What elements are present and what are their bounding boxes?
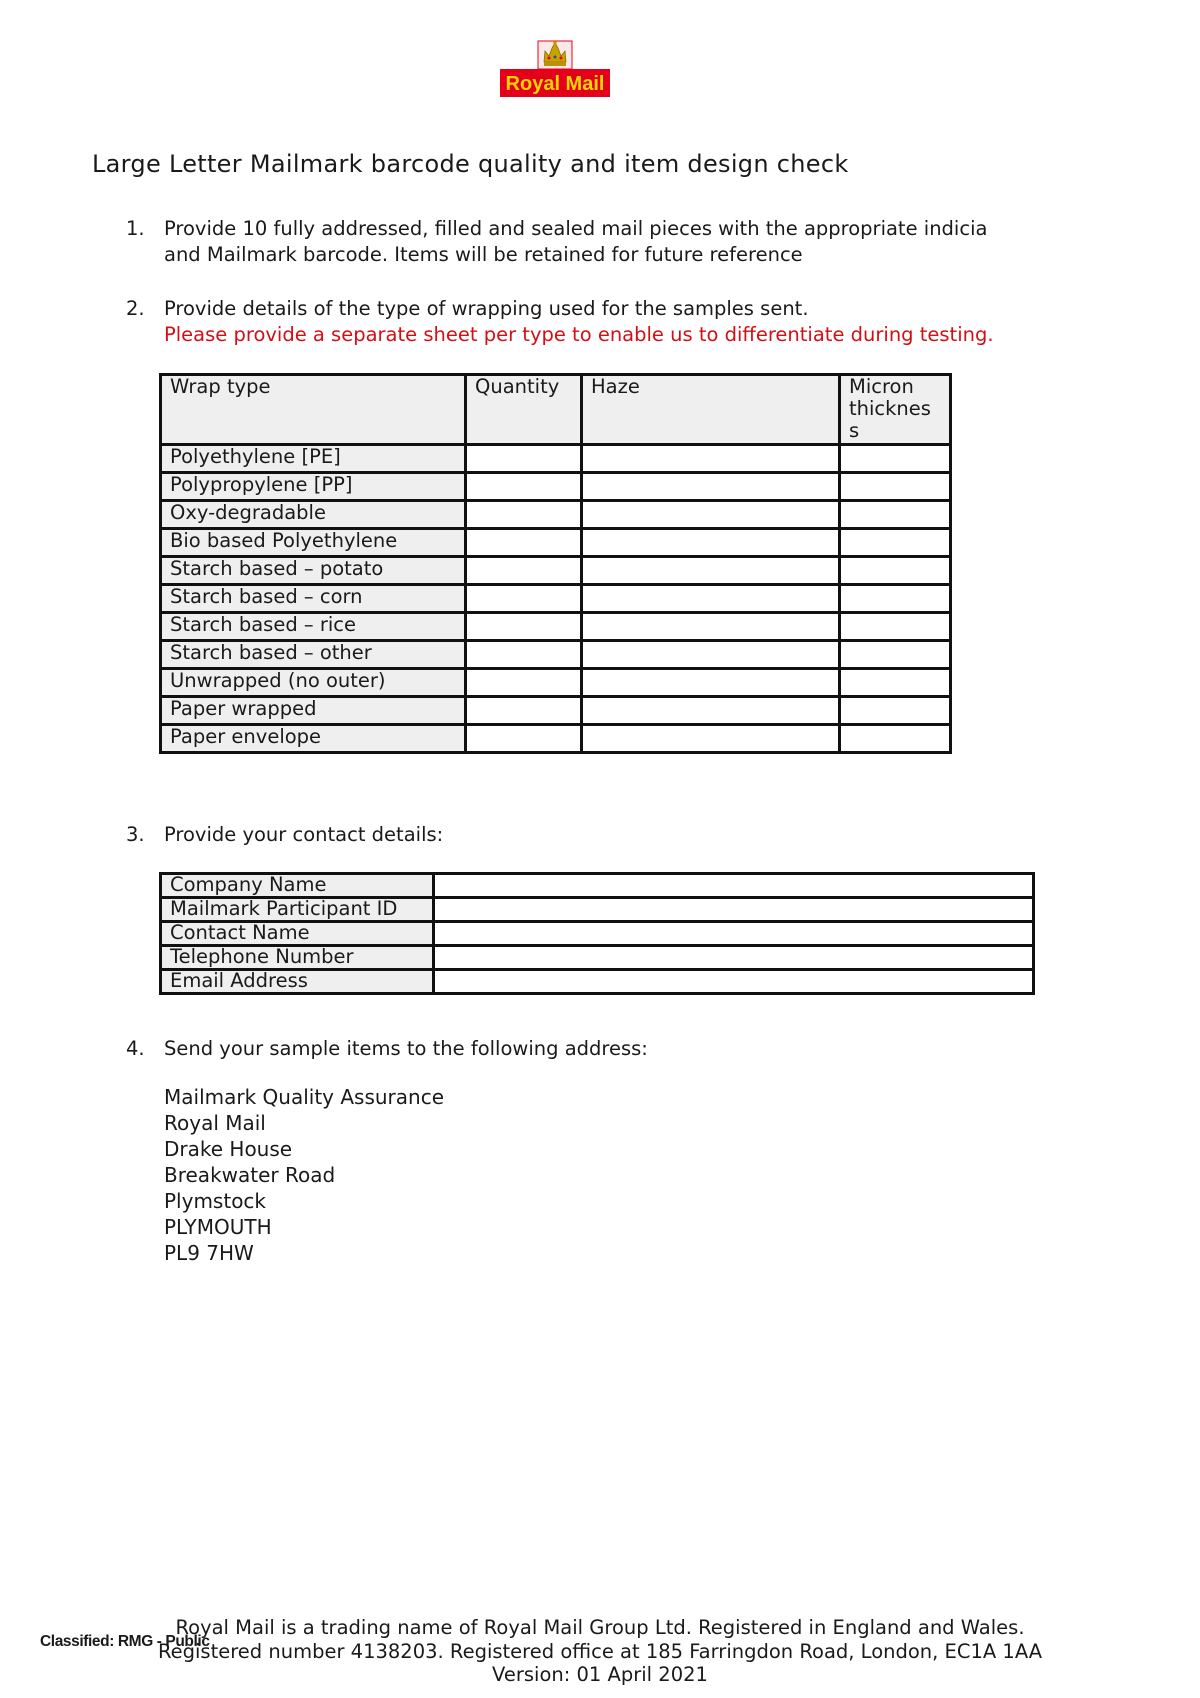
micron-cell[interactable] [840,501,951,529]
haze-cell[interactable] [582,613,840,641]
wrap-type-table [159,373,952,754]
address-line: PL9 7HW [164,1241,254,1265]
wrap-type-label: Starch based – other [161,641,466,669]
step-1-line-2: and Mailmark barcode. Items will be retained for future reference [164,243,803,266]
separate-sheet-notice: Please provide a separate sheet per type to enable us to differentiate during testing. [164,323,994,346]
quantity-cell[interactable] [466,613,582,641]
wrap-type-label: Paper envelope [161,725,466,753]
header-wrap-type: Wrap type [161,375,466,445]
micron-cell[interactable] [840,641,951,669]
contact-name-field[interactable] [434,922,1034,946]
footer [0,1616,1200,1687]
table-row [161,613,951,641]
quantity-cell[interactable] [466,725,582,753]
royal-mail-logo [496,38,614,112]
header-quantity: Quantity [466,375,582,445]
company-name-field[interactable] [434,874,1034,898]
table-row [161,697,951,725]
header-micron-line-3: s [849,419,860,442]
step-number: 3. [126,823,145,846]
table-row [161,970,1034,994]
quantity-cell[interactable] [466,501,582,529]
header-haze: Haze [582,375,840,445]
page-title: Large Letter Mailmark barcode quality and item design check [92,150,849,178]
header-micron-line-1: Micron [849,375,914,398]
table-row [161,898,1034,922]
logo-text: Royal Mail [505,73,605,95]
step-number: 2. [126,297,145,320]
wrap-type-label: Polypropylene [PP] [161,473,466,501]
table-row [161,557,951,585]
quantity-cell[interactable] [466,445,582,473]
contact-label: Telephone Number [161,946,434,970]
address-line: Mailmark Quality Assurance [164,1085,444,1109]
wrap-type-label: Polyethylene [PE] [161,445,466,473]
telephone-number-field[interactable] [434,946,1034,970]
step-text: Provide your contact details: [164,823,444,846]
haze-cell[interactable] [582,641,840,669]
table-row [161,445,951,473]
step-text [164,296,994,348]
haze-cell[interactable] [582,473,840,501]
quantity-cell[interactable] [466,669,582,697]
micron-cell[interactable] [840,529,951,557]
step-text [164,216,987,268]
table-header-row [161,375,951,445]
quantity-cell[interactable] [466,473,582,501]
micron-cell[interactable] [840,697,951,725]
quantity-cell[interactable] [466,557,582,585]
address-line: PLYMOUTH [164,1215,272,1239]
haze-cell[interactable] [582,725,840,753]
email-address-field[interactable] [434,970,1034,994]
quantity-cell[interactable] [466,585,582,613]
wrap-type-label: Bio based Polyethylene [161,529,466,557]
wrap-type-label: Oxy-degradable [161,501,466,529]
header-micron-line-2: thicknes [849,397,931,420]
participant-id-field[interactable] [434,898,1034,922]
classification-label: Classified: RMG - Public [40,1633,210,1650]
step-number: 1. [126,217,145,240]
quantity-cell[interactable] [466,641,582,669]
table-row [161,725,951,753]
table-row [161,922,1034,946]
footer-line-2: Registered number 4138203. Registered office at 185 Farringdon Road, London, EC1A 1AA [157,1639,1043,1663]
micron-cell[interactable] [840,669,951,697]
micron-cell[interactable] [840,473,951,501]
micron-cell[interactable] [840,445,951,473]
contact-label: Email Address [161,970,434,994]
table-row [161,529,951,557]
haze-cell[interactable] [582,697,840,725]
wrap-type-label: Starch based – rice [161,613,466,641]
table-row [161,874,1034,898]
address-line: Drake House [164,1137,293,1161]
contact-label: Contact Name [161,922,434,946]
step-2-line-1: Provide details of the type of wrapping used for the samples sent. [164,297,809,320]
micron-cell[interactable] [840,613,951,641]
table-row [161,641,951,669]
wrap-type-label: Unwrapped (no outer) [161,669,466,697]
haze-cell[interactable] [582,501,840,529]
table-row [161,473,951,501]
haze-cell[interactable] [582,669,840,697]
wrap-type-label: Starch based – potato [161,557,466,585]
address-line: Breakwater Road [164,1163,336,1187]
address-line: Plymstock [164,1189,267,1213]
contact-label: Mailmark Participant ID [161,898,434,922]
table-row [161,501,951,529]
table-row [161,585,951,613]
step-text: Send your sample items to the following address: [164,1037,648,1060]
wrap-type-label: Starch based – corn [161,585,466,613]
step-number: 4. [126,1037,145,1060]
table-row [161,669,951,697]
contact-label: Company Name [161,874,434,898]
haze-cell[interactable] [582,585,840,613]
table-row [161,946,1034,970]
footer-version: Version: 01 April 2021 [492,1663,708,1686]
haze-cell[interactable] [582,445,840,473]
wrap-type-label: Paper wrapped [161,697,466,725]
address-line: Royal Mail [164,1111,266,1135]
micron-cell[interactable] [840,725,951,753]
haze-cell[interactable] [582,529,840,557]
contact-details-table [159,872,1035,995]
quantity-cell[interactable] [466,529,582,557]
micron-cell[interactable] [840,557,951,585]
quantity-cell[interactable] [466,697,582,725]
haze-cell[interactable] [582,557,840,585]
postal-address [164,1084,444,1266]
step-1-line-1: Provide 10 fully addressed, filled and sealed mail pieces with the appropriate indicia [164,217,988,240]
micron-cell[interactable] [840,585,951,613]
header-micron-thickness [840,375,951,445]
footer-line-1: Royal Mail is a trading name of Royal Mail Group Ltd. Registered in England and Wales. [175,1616,1025,1639]
